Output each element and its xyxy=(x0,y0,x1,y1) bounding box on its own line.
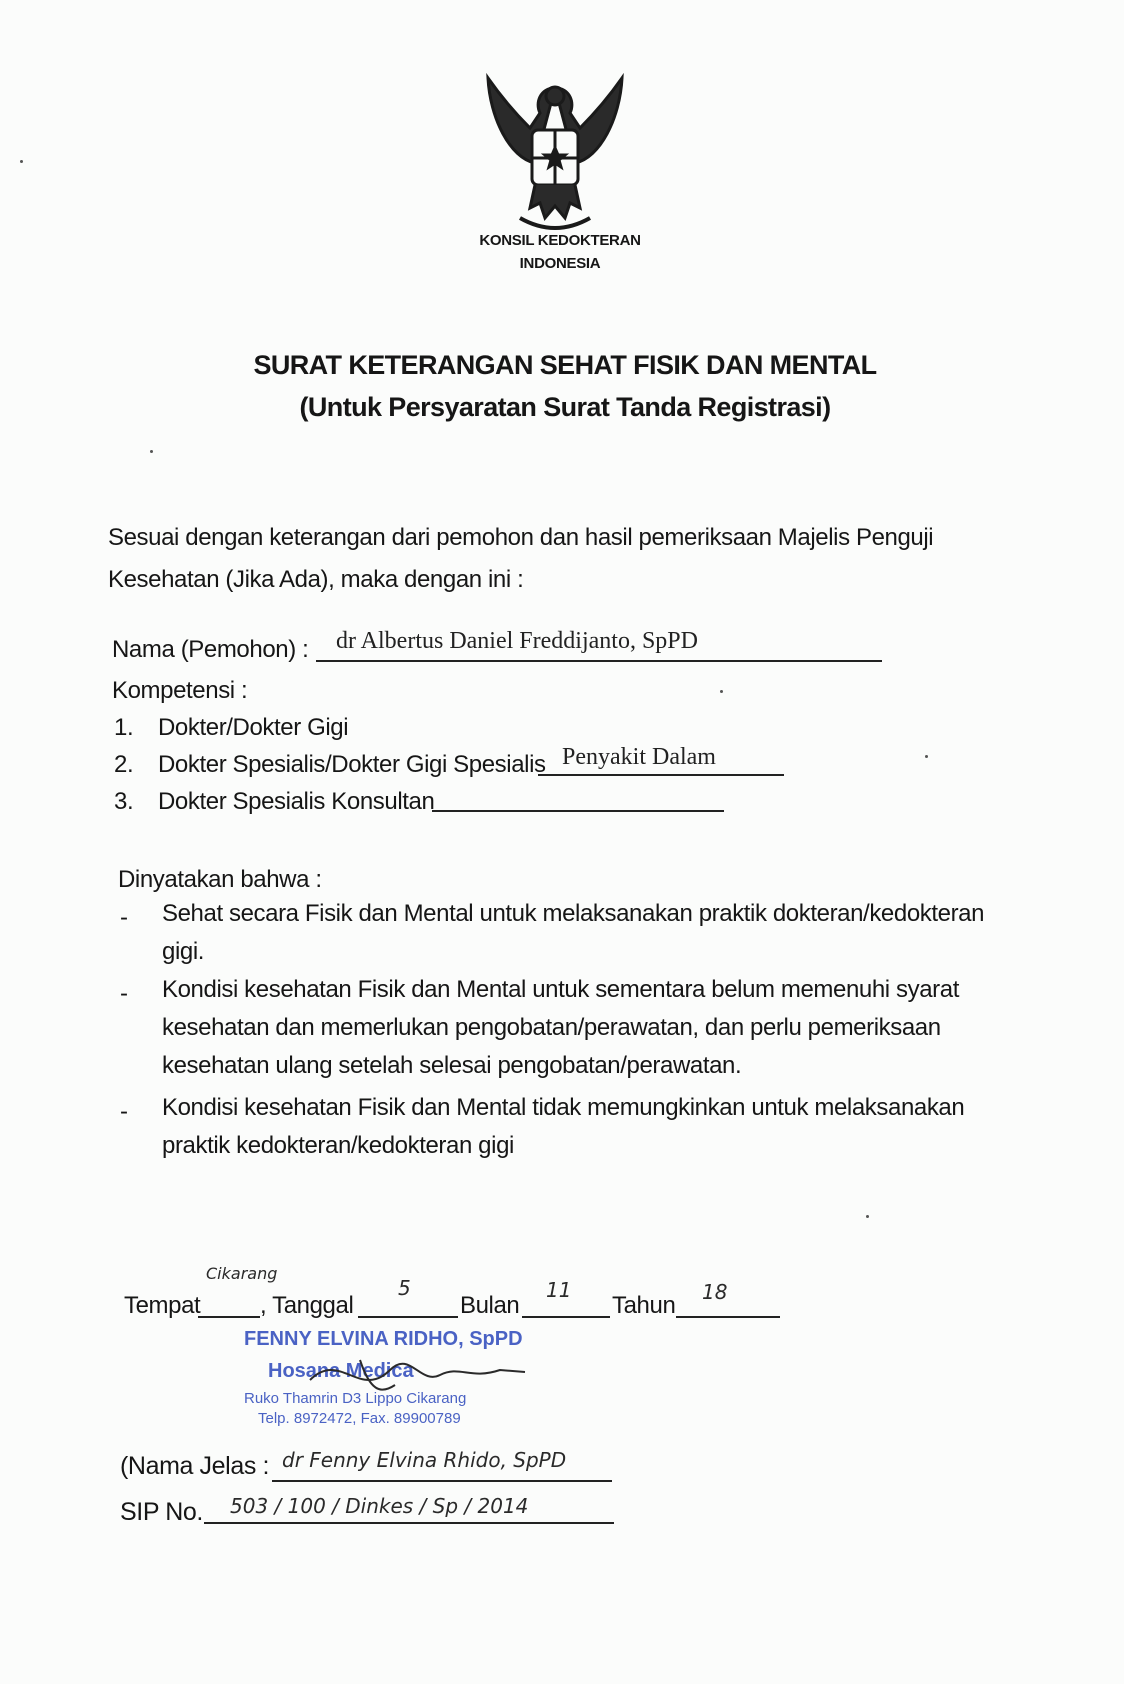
speck xyxy=(720,690,723,693)
speck xyxy=(925,755,928,758)
tempat-value: Cikarang xyxy=(206,1264,278,1283)
bulan-label: Bulan xyxy=(460,1292,520,1319)
name-label: Nama (Pemohon) : xyxy=(112,636,309,663)
document-title: SURAT KETERANGAN SEHAT FISIK DAN MENTAL xyxy=(253,350,877,380)
tanggal-value: 5 xyxy=(398,1276,411,1300)
bullet-2-line-2: kesehatan dan memerlukan pengobatan/perawatan, dan perlu pemeriksaan xyxy=(162,1014,941,1041)
kompetensi-item-1-num: 1. xyxy=(114,714,134,741)
name-underline xyxy=(316,660,882,662)
speck xyxy=(150,450,153,453)
tahun-underline xyxy=(676,1316,780,1318)
document-subtitle: (Untuk Persyaratan Surat Tanda Registrasi) xyxy=(299,392,831,422)
bullet-2-line-1: Kondisi kesehatan Fisik dan Mental untuk sementara belum memenuhi syarat xyxy=(162,976,959,1003)
stamp-address: Ruko Thamrin D3 Lippo Cikarang xyxy=(244,1390,467,1407)
bullet-1-marker: - xyxy=(120,904,128,931)
speck xyxy=(20,160,23,163)
nama-jelas-underline xyxy=(272,1480,612,1482)
nama-jelas-value: dr Fenny Elvina Rhido, SpPD xyxy=(282,1448,567,1472)
stamp-doctor-name: FENNY ELVINA RIDHO, SpPD xyxy=(244,1328,523,1350)
bullet-3-line-1: Kondisi kesehatan Fisik dan Mental tidak memungkinkan untuk melaksanakan xyxy=(162,1094,965,1121)
signature-icon xyxy=(300,1340,530,1410)
sip-label: SIP No. xyxy=(120,1498,203,1526)
statement-label: Dinyatakan bahwa : xyxy=(118,866,322,893)
tanggal-underline xyxy=(358,1316,458,1318)
tempat-label: Tempat xyxy=(124,1292,201,1319)
sip-underline xyxy=(204,1522,614,1524)
tahun-value: 18 xyxy=(702,1280,728,1304)
org-name-line1: KONSIL KEDOKTERAN xyxy=(479,232,641,249)
bullet-2-line-3: kesehatan ulang setelah selesai pengobatan/perawatan. xyxy=(162,1052,742,1079)
kompetensi-item-2-num: 2. xyxy=(114,751,134,778)
konsultan-underline xyxy=(432,810,724,812)
spesialis-underline xyxy=(538,774,784,776)
kompetensi-label: Kompetensi : xyxy=(112,677,248,704)
bullet-3-line-2: praktik kedokteran/kedokteran gigi xyxy=(162,1132,514,1159)
kompetensi-item-2-value: Penyakit Dalam xyxy=(562,744,716,770)
tanggal-label: , Tanggal xyxy=(260,1292,354,1319)
org-name-line2: INDONESIA xyxy=(519,255,601,272)
bullet-2-marker: - xyxy=(120,980,128,1007)
speck xyxy=(866,1215,869,1218)
tempat-underline xyxy=(198,1316,260,1318)
kompetensi-item-3-num: 3. xyxy=(114,788,134,815)
bulan-underline xyxy=(522,1316,610,1318)
kompetensi-item-1-label: Dokter/Dokter Gigi xyxy=(158,714,349,741)
intro-line-2: Kesehatan (Jika Ada), maka dengan ini : xyxy=(108,566,524,593)
intro-line-1: Sesuai dengan keterangan dari pemohon dan hasil pemeriksaan Majelis Penguji xyxy=(108,524,934,551)
bullet-3-marker: - xyxy=(120,1098,128,1125)
sip-value: 503 / 100 / Dinkes / Sp / 2014 xyxy=(230,1494,529,1518)
stamp-phone: Telp. 8972472, Fax. 89900789 xyxy=(258,1410,461,1427)
tahun-label: Tahun xyxy=(612,1292,676,1319)
garuda-emblem-icon xyxy=(480,68,630,243)
bullet-1-line-2: gigi. xyxy=(162,938,205,965)
bulan-value: 11 xyxy=(546,1278,572,1302)
nama-jelas-label: (Nama Jelas : xyxy=(120,1452,270,1480)
bullet-1-line-1: Sehat secara Fisik dan Mental untuk melaksanakan praktik dokteran/kedokteran xyxy=(162,900,985,927)
kompetensi-item-2-label: Dokter Spesialis/Dokter Gigi Spesialis xyxy=(158,751,546,778)
name-value: dr Albertus Daniel Freddijanto, SpPD xyxy=(336,628,698,654)
kompetensi-item-3-label: Dokter Spesialis Konsultan xyxy=(158,788,435,815)
stamp-clinic-name: Hosana Medica xyxy=(268,1360,414,1382)
